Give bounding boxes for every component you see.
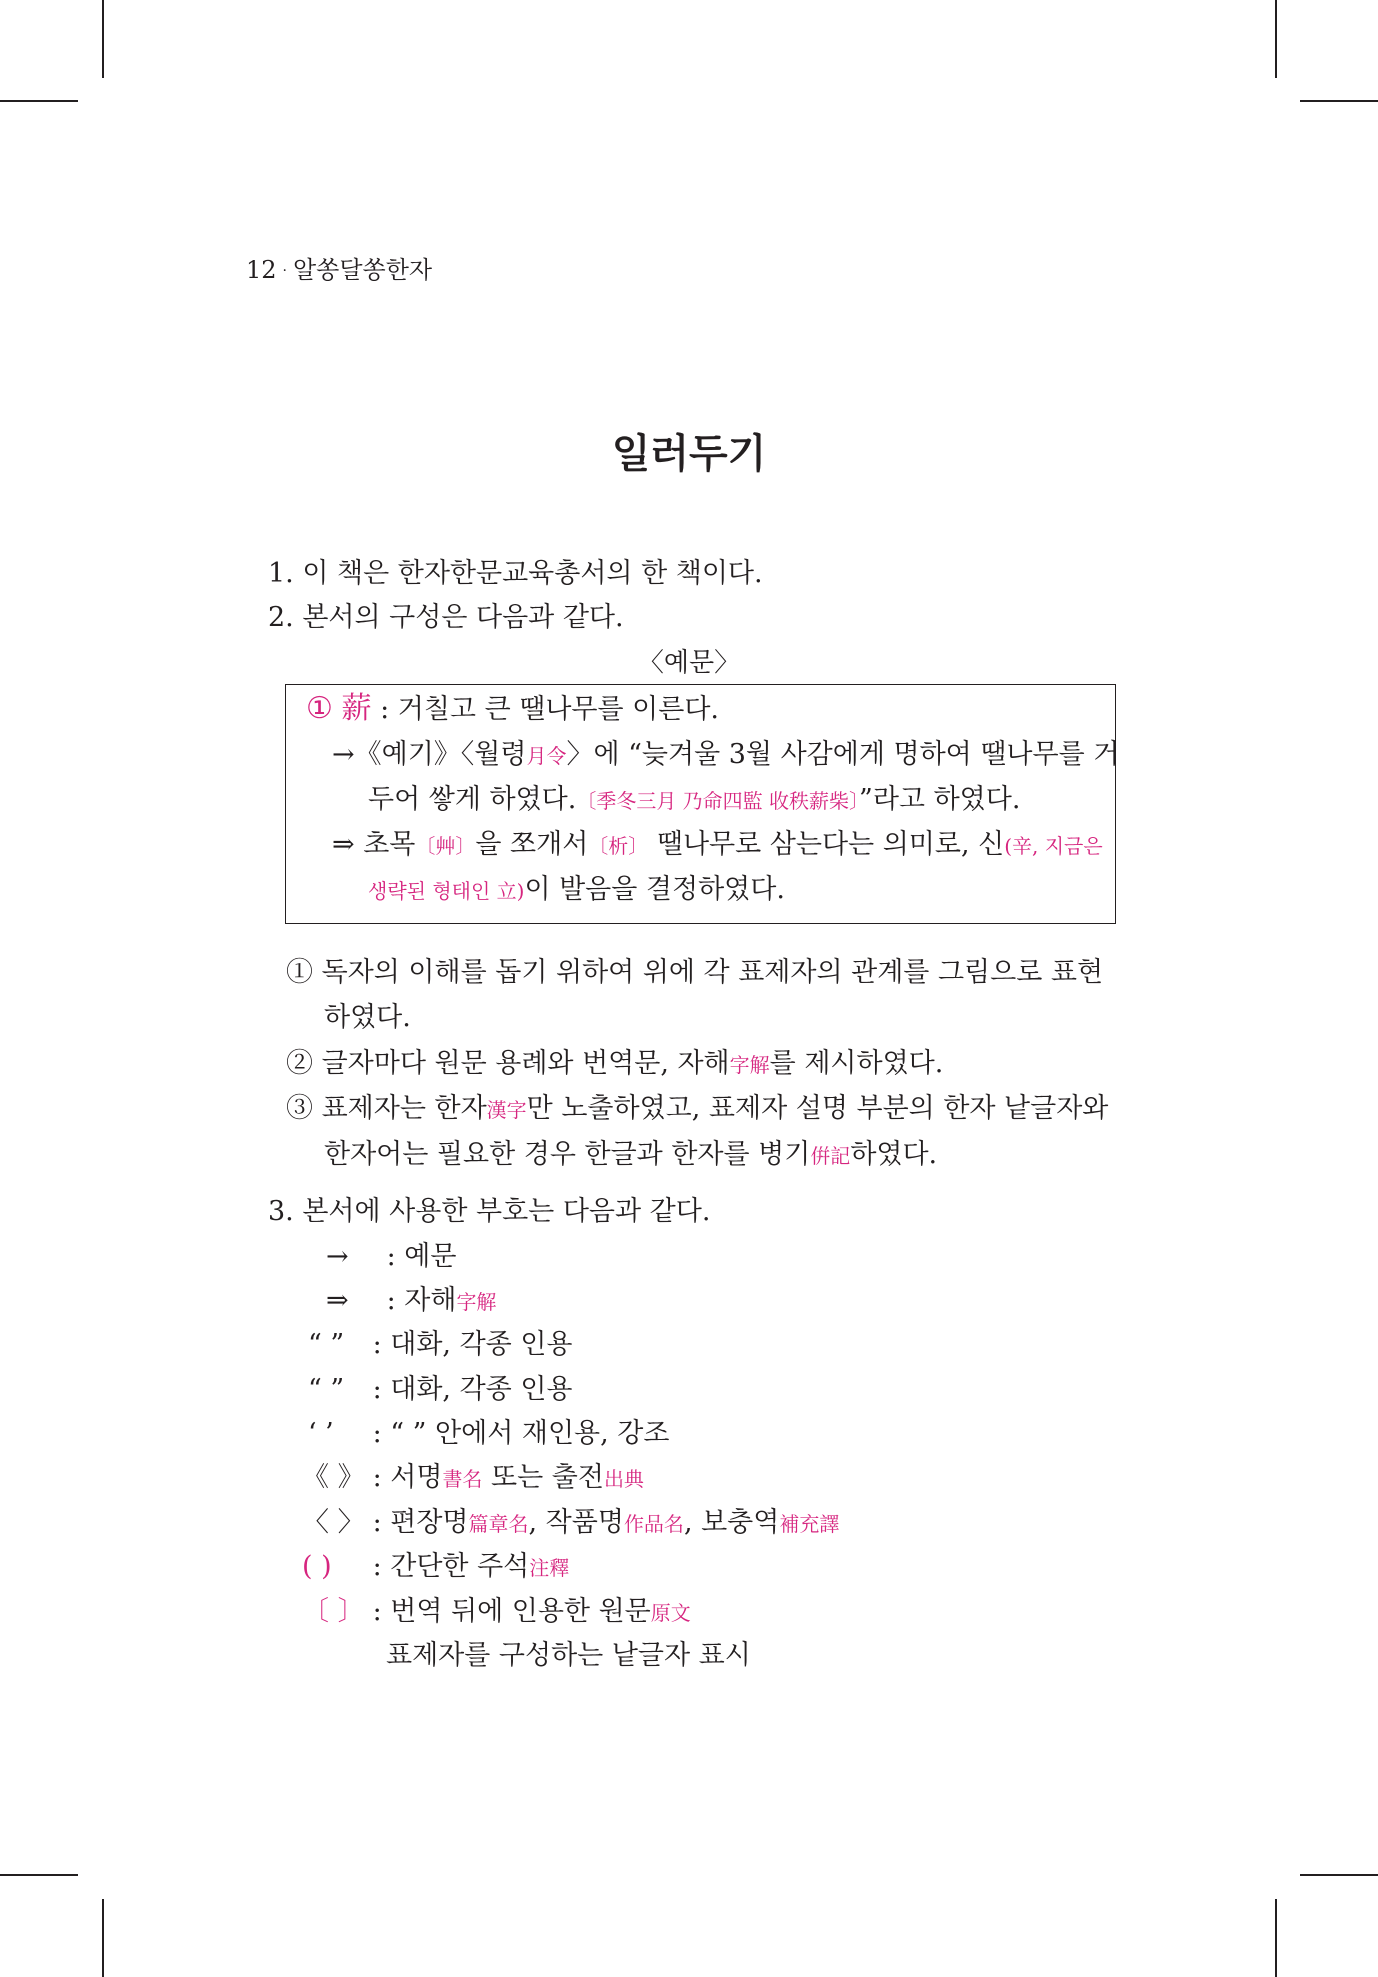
item-2: 2. 본서의 구성은 다음과 같다.	[268, 602, 624, 633]
header-separator: ·	[282, 263, 287, 279]
note-text: 하였다.	[850, 1139, 938, 1170]
crop-mark	[1300, 100, 1378, 102]
example-text: 초목	[354, 829, 416, 860]
example-number: ①	[306, 691, 333, 726]
note-3	[286, 1091, 1108, 1128]
single-quote-symbol: ‘ ’	[308, 1418, 334, 1449]
example-line-5	[368, 872, 785, 909]
note-hanja: 字解	[729, 1053, 770, 1077]
symbol-row	[308, 1416, 669, 1452]
crop-mark	[102, 0, 104, 78]
page-title: 일러두기	[611, 431, 767, 477]
symbol-hanja: 作品名	[623, 1512, 684, 1536]
note-1	[286, 955, 1103, 991]
example-hanja: 薪	[341, 691, 372, 726]
note-number: ①	[286, 957, 313, 988]
example-text: 《예기》〈월령	[354, 739, 527, 770]
crop-mark	[1300, 1874, 1378, 1876]
symbol-desc: : 서명	[364, 1462, 443, 1493]
example-text: 이 발음을 결정하였다.	[524, 874, 785, 905]
symbol-hanja: 原文	[650, 1601, 691, 1625]
note-hanja: 倂記	[810, 1144, 851, 1168]
crop-mark	[0, 1874, 78, 1876]
symbol-row	[326, 1239, 456, 1275]
symbol-row	[302, 1460, 644, 1497]
example-hanja-note: (辛, 지금은	[1004, 834, 1103, 858]
example-line-2	[332, 737, 1119, 774]
symbol-row	[308, 1327, 573, 1363]
symbol-hanja: 字解	[456, 1290, 497, 1314]
example-line-3	[368, 782, 1020, 819]
double-quote-symbol: “ ”	[308, 1329, 345, 1360]
symbol-row	[326, 1283, 496, 1320]
note-3-cont	[324, 1137, 937, 1174]
example-text: 〉에 “늦겨울 3월 사감에게 명하여 땔나무를 거	[566, 739, 1120, 770]
symbol-row	[302, 1549, 569, 1586]
crop-mark	[0, 100, 78, 102]
symbol-desc: : 예문	[378, 1241, 457, 1272]
example-hanja-note: 〔析〕	[588, 834, 649, 858]
symbol-desc: : 대화, 각종 인용	[364, 1374, 573, 1405]
example-arrow-icon: →	[332, 739, 355, 770]
note-text: 독자의 이해를 돕기 위하여 위에 각 표제자의 관계를 그림으로 표현	[313, 957, 1104, 988]
example-hanja-note: 月令	[526, 744, 567, 768]
example-hanja-note: 〔季冬三月 乃命四監 收秩薪柴〕	[576, 789, 860, 813]
arrow-icon: →	[326, 1241, 349, 1272]
symbol-row	[308, 1372, 573, 1408]
angle-symbol: 〈 〉	[302, 1507, 365, 1538]
symbol-desc: : “ ” 안에서 재인용, 강조	[364, 1418, 670, 1449]
crop-mark	[102, 1899, 104, 1977]
note-text: 글자마다 원문 용례와 번역문, 자해	[313, 1048, 730, 1079]
symbol-desc: , 보충역	[683, 1507, 780, 1538]
symbol-row-cont: 표제자를 구성하는 낱글자 표시	[386, 1640, 751, 1671]
example-text: 두어 쌓게 하였다.	[368, 784, 577, 815]
crop-mark	[1275, 0, 1277, 78]
note-2	[286, 1046, 943, 1083]
note-text: 만 노출하였고, 표제자 설명 부분의 한자 낱글자와	[526, 1093, 1109, 1124]
example-hanja-note: 생략된 형태인 立)	[368, 879, 525, 903]
book-title: 알쏭달쏭한자	[293, 256, 433, 284]
example-definition: : 거칠고 큰 땔나무를 이른다.	[371, 694, 719, 725]
note-1-cont: 하였다.	[324, 1002, 411, 1033]
symbol-desc: : 간단한 주석	[364, 1551, 530, 1582]
running-header	[246, 250, 432, 285]
bracket-symbol: 〔 〕	[302, 1596, 365, 1627]
double-angle-symbol: 《 》	[302, 1462, 365, 1493]
item-3: 3. 본서에 사용한 부호는 다음과 같다.	[268, 1196, 711, 1227]
example-line-4	[332, 827, 1103, 864]
double-quote-symbol: “ ”	[308, 1374, 345, 1405]
example-text: ”라고 하였다.	[859, 784, 1021, 815]
double-arrow-icon: ⇒	[326, 1285, 349, 1316]
note-text: 표제자는 한자	[313, 1093, 487, 1124]
symbol-desc: : 편장명	[364, 1507, 469, 1538]
symbol-desc: : 번역 뒤에 인용한 원문	[364, 1596, 651, 1627]
example-label: 〈예문〉	[637, 648, 741, 678]
symbol-desc: , 작품명	[528, 1507, 624, 1538]
symbol-desc: 또는 출전	[482, 1462, 604, 1493]
example-double-arrow-icon: ⇒	[332, 829, 355, 860]
example-hanja-note: 〔艸〕	[415, 834, 476, 858]
symbol-hanja: 書名	[442, 1467, 483, 1491]
note-number: ③	[286, 1093, 313, 1124]
symbol-row	[302, 1505, 839, 1542]
example-line-1	[306, 691, 719, 728]
note-number: ②	[286, 1048, 313, 1079]
symbol-desc: : 자해	[378, 1285, 457, 1316]
page-number: 12	[246, 256, 277, 284]
symbol-hanja: 注釋	[529, 1556, 570, 1580]
parenthesis-symbol: ( )	[302, 1551, 332, 1582]
symbol-hanja: 補充譯	[779, 1512, 840, 1536]
symbol-row	[302, 1594, 691, 1631]
note-text: 한자어는 필요한 경우 한글과 한자를 병기	[324, 1139, 811, 1170]
symbol-hanja: 出典	[603, 1467, 644, 1491]
example-text: 땔나무로 삼는다는 의미로, 신	[648, 829, 1005, 860]
note-hanja: 漢字	[486, 1098, 527, 1122]
crop-mark	[1275, 1899, 1277, 1977]
example-text: 을 쪼개서	[475, 829, 589, 860]
symbol-desc: : 대화, 각종 인용	[364, 1329, 573, 1360]
item-1: 1. 이 책은 한자한문교육총서의 한 책이다.	[268, 558, 763, 589]
symbol-hanja: 篇章名	[468, 1512, 529, 1536]
note-text: 를 제시하였다.	[769, 1048, 944, 1079]
